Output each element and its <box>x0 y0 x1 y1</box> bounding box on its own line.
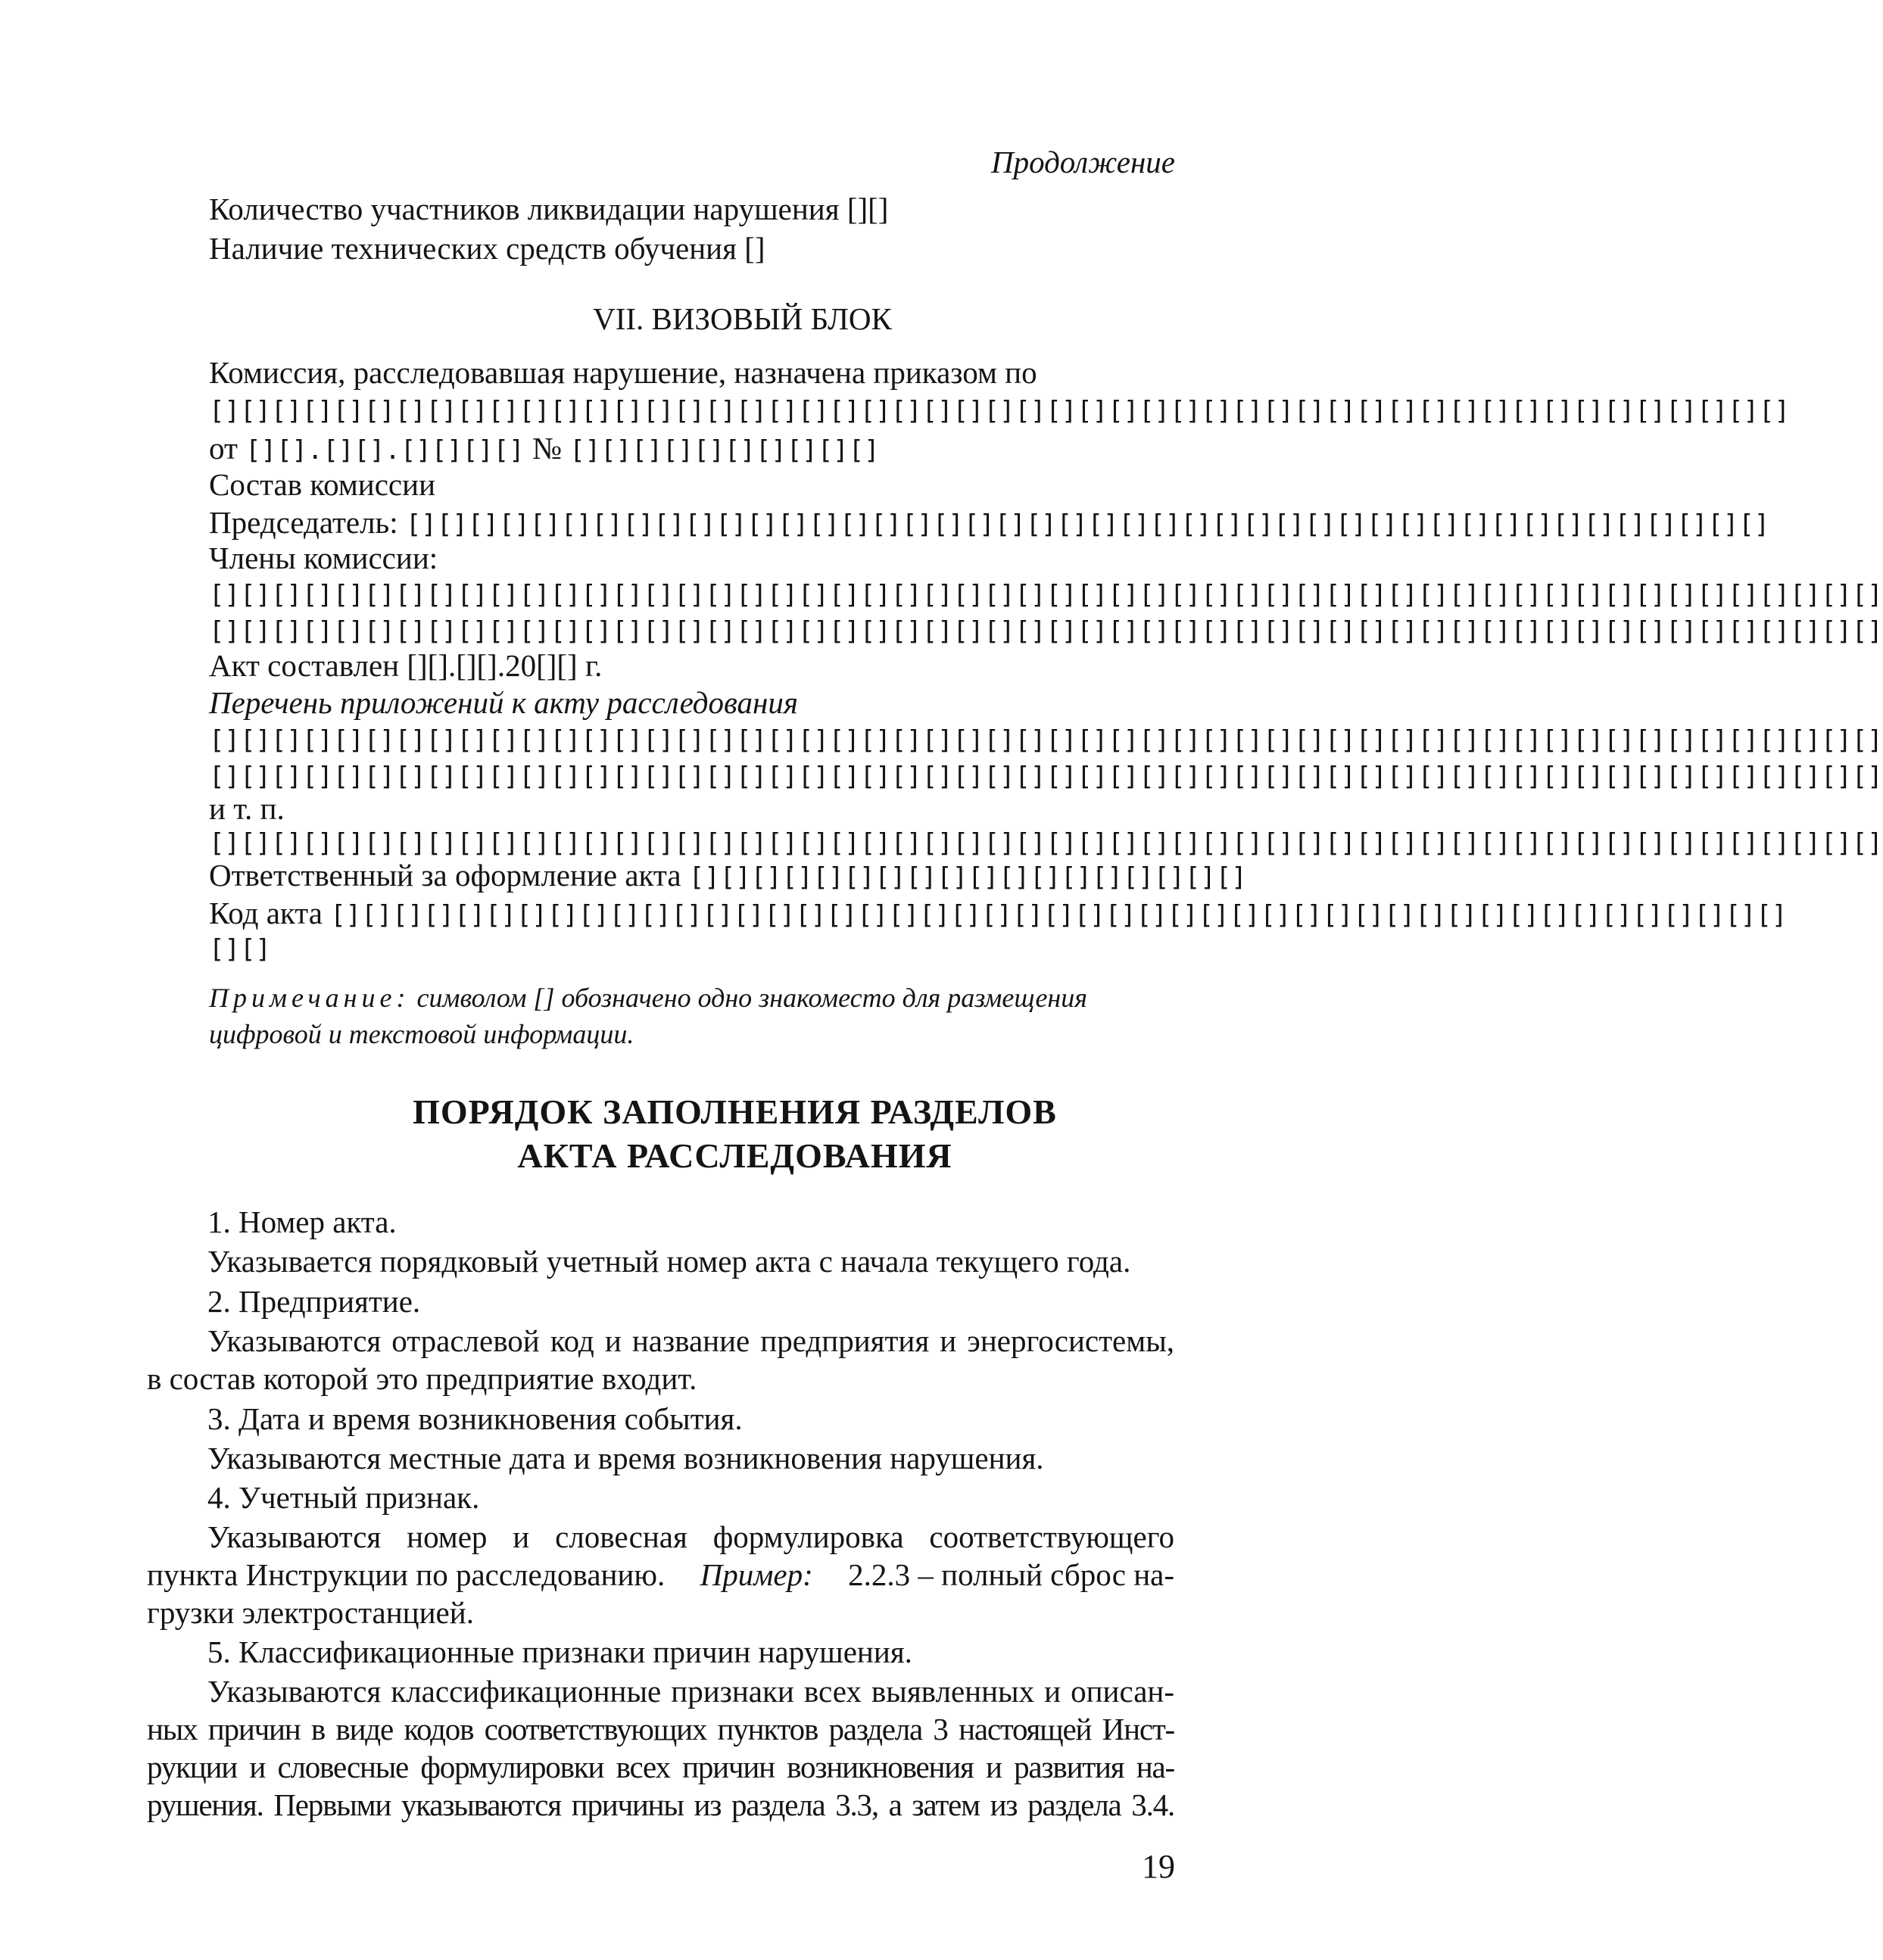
item2-text-1: Указываются отраслевой код и название предприятия и энергосистемы, <box>207 1323 1174 1358</box>
visa-block-title: VII. ВИЗОВЫЙ БЛОК <box>593 301 892 336</box>
attachments-boxes-2: [][][][][][][][][][][][][][][][][][][][][][][][][][][][][][][][][][][][][][][][][][][][][][][][][][][][][][] <box>209 762 1883 792</box>
item1-title: 1. Номер акта. <box>207 1204 397 1239</box>
chairman-label: Председатель: <box>209 505 398 540</box>
act-code-boxes-2: [][] <box>209 934 271 964</box>
order-date-boxes: [][].[][].[][][][] <box>245 435 525 466</box>
note-label: Примечание: <box>209 983 410 1013</box>
attachments-label: Перечень приложений к акту расследования <box>209 685 798 720</box>
item3-text: Указываются местные дата и время возникновения нарушения. <box>207 1441 1044 1475</box>
order-boxes: [][][][][][][][][][][][][][][][][][][][][][][][][][][][][][][][][][][][][][][][][][][][][][][][][][][] <box>209 396 1790 426</box>
item5-title: 5. Классификационные признаки причин нарушения. <box>207 1634 912 1669</box>
note-text-1: символом [] обозначено одно знакоместо для размещения <box>416 983 1088 1013</box>
chairman-boxes: [][][][][][][][][][][][][][][][][][][][][][][][][][][][][][][][][][][][][][][][][][][][] <box>405 509 1770 540</box>
order-number-boxes: [][][][][][][][][][] <box>569 435 880 466</box>
responsible-line <box>209 855 1247 897</box>
act-compiled-line: Акт составлен [][].[][].20[][] г. <box>209 648 603 683</box>
order-date-line <box>209 428 880 470</box>
item2-text-2: в состав которой это предприятие входит. <box>147 1361 697 1396</box>
item4-text-2a: пункта Инструкции по расследованию. <box>147 1557 666 1592</box>
continuation-label: Продолжение <box>991 145 1175 179</box>
note-line-1 <box>209 978 1087 1017</box>
item5-text-4: рушения. Первыми указываются причины из раздела 3.3, а затем из раздела 3.4. <box>147 1787 1174 1822</box>
responsible-label: Ответственный за оформление акта <box>209 858 681 893</box>
commission-composition-label: Состав комиссии <box>209 467 436 502</box>
note-line-2: цифровой и текстовой информации. <box>209 1019 634 1049</box>
procedure-title-line-2: АКТА РАССЛЕДОВАНИЯ <box>517 1136 952 1175</box>
responsible-boxes: [][][][][][][][][][][][][][][][][][] <box>688 862 1247 893</box>
item4-text-2 <box>147 1555 1174 1594</box>
chairman-line <box>209 503 1769 544</box>
item5-text-1: Указываются классификационные признаки всех выявленных и описан- <box>207 1674 1174 1709</box>
training-means-line: Наличие технических средств обучения [] <box>209 231 765 266</box>
members-boxes-2: [][][][][][][][][][][][][][][][][][][][][][][][][][][][][][][][][][][][][][][][][][][][][][][][][][][][][][] <box>209 616 1883 647</box>
etc-line: и т. п. <box>209 791 285 826</box>
item4-title: 4. Учетный признак. <box>207 1480 480 1515</box>
item5-text-3: рукции и словесные формулировки всех причин возникновения и развития на- <box>147 1750 1174 1784</box>
procedure-title <box>0 1090 1394 1178</box>
members-boxes-1: [][][][][][][][][][][][][][][][][][][][][][][][][][][][][][][][][][][][][][][][][][][][][][][][][][][][][][] <box>209 580 1883 610</box>
attachments-boxes-3: [][][][][][][][][][][][][][][][][][][][][][][][][][][][][][][][][][][][][][][][][][][][][][][][][][][][][][] <box>209 828 1883 858</box>
order-from-label: от <box>209 431 238 466</box>
item4-text-2b: 2.2.3 – полный сброс на- <box>848 1557 1174 1592</box>
members-label: Члены комиссии: <box>209 541 438 575</box>
procedure-title-line-1: ПОРЯДОК ЗАПОЛНЕНИЯ РАЗДЕЛОВ <box>413 1092 1057 1131</box>
commission-order-line: Комиссия, расследовавшая нарушение, назначена приказом по <box>209 355 1037 390</box>
act-code-line <box>209 893 1787 935</box>
item5-text-2: ных причин в виде кодов соответствующих пунктов раздела 3 настоящей Инст- <box>147 1712 1174 1747</box>
participants-line: Количество участников ликвидации нарушения [][] <box>209 192 889 226</box>
item3-title: 3. Дата и время возникновения события. <box>207 1401 743 1436</box>
item4-text-3: грузки электростанцией. <box>147 1595 474 1630</box>
order-number-sign: № <box>532 431 562 466</box>
act-code-label: Код акта <box>209 896 323 930</box>
attachments-boxes-1: [][][][][][][][][][][][][][][][][][][][][][][][][][][][][][][][][][][][][][][][][][][][][][][][][][][][][][] <box>209 725 1883 756</box>
item4-example-label: Пример: <box>700 1557 813 1592</box>
item4-text-1: Указываются номер и словесная формулировка соответствующего <box>207 1519 1174 1554</box>
item2-title: 2. Предприятие. <box>207 1284 421 1319</box>
page-number: 19 <box>1142 1848 1175 1885</box>
act-code-boxes: [][][][][][][][][][][][][][][][][][][][][][][][][][][][][][][][][][][][][][][][][][][][][][][] <box>330 900 1788 930</box>
item1-text: Указывается порядковый учетный номер акта с начала текущего года. <box>207 1244 1131 1279</box>
